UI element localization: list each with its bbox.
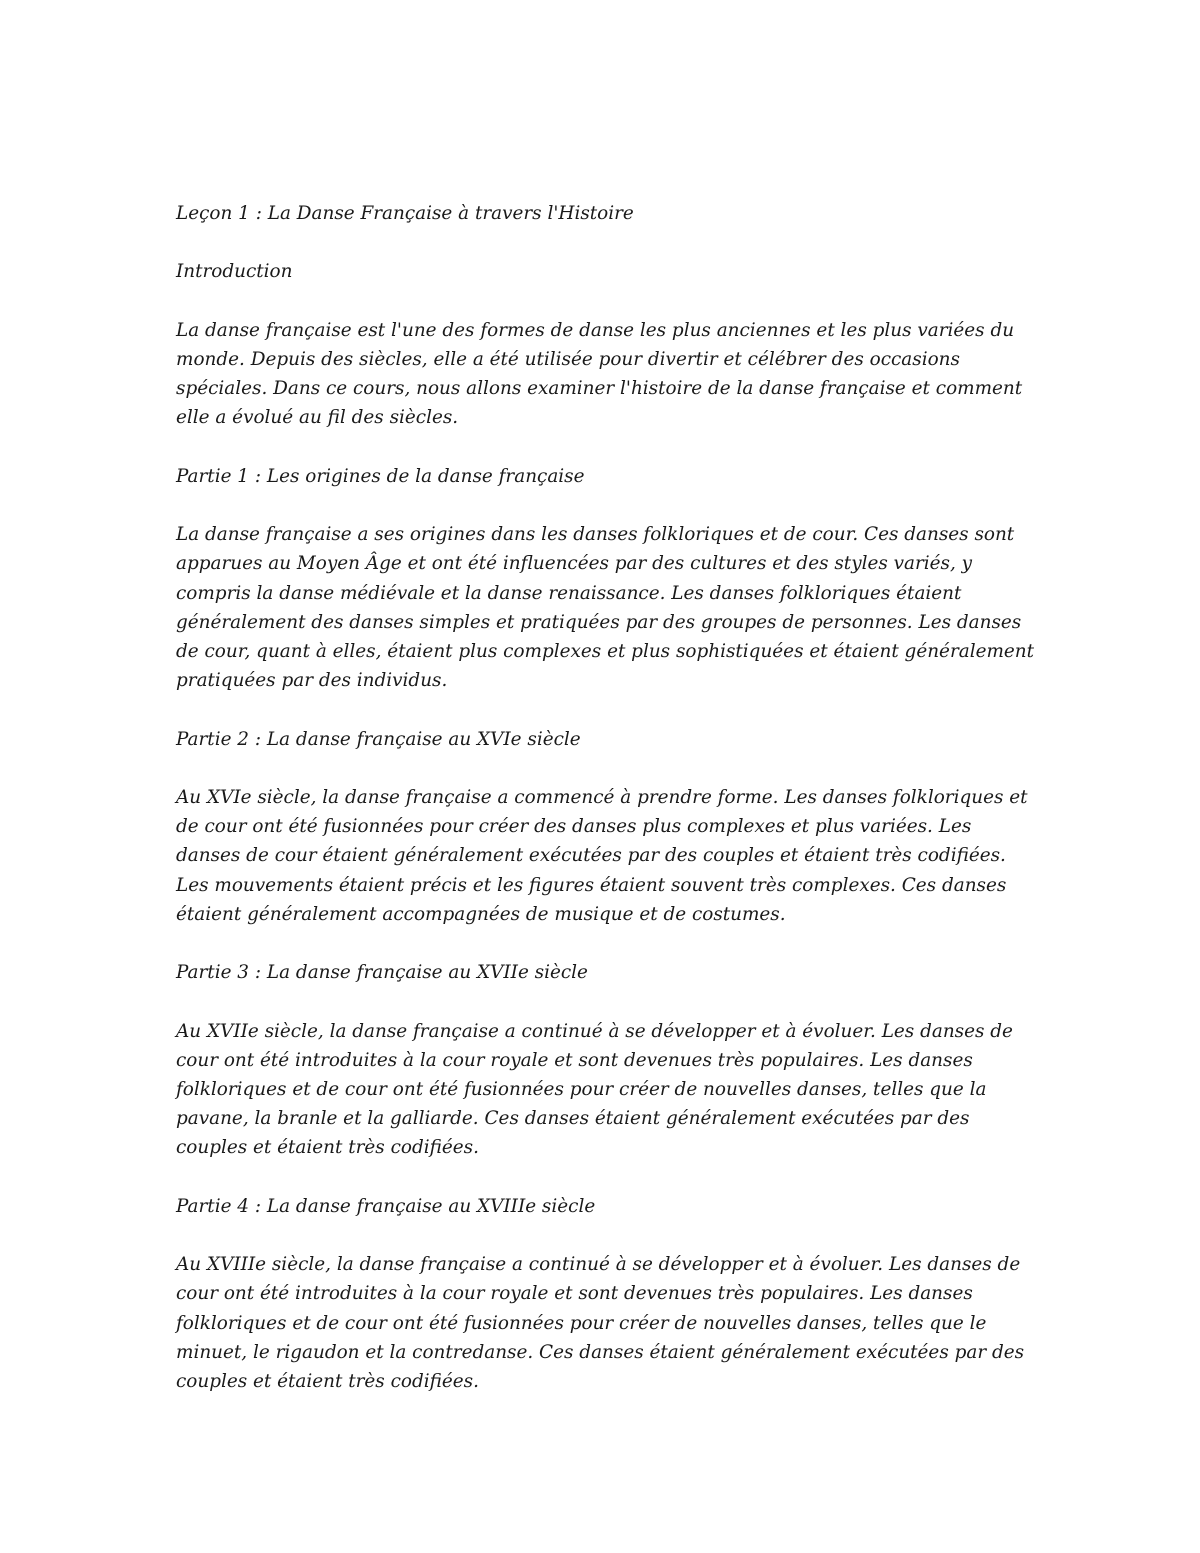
section-heading-partie-3: Partie 3 : La danse française au XVIIe siècle: [176, 962, 588, 984]
section-heading-partie-1: Partie 1 : Les origines de la danse française: [176, 465, 585, 487]
section-heading-partie-4: Partie 4 : La danse française au XVIIIe siècle: [176, 1195, 596, 1217]
section-body-partie-4: Au XVIIIe siècle, la danse française a continué à se développer et à évoluer. Les danses de cour ont été introduites à la cour royale et sont devenues très populaires. Les danses folkloriques et de cour ont été fusionnées pour créer de nouvelles danses, telles que le minuet, le rigaudon et la contredanse. Ces danses étaient généralement exécutées par des couples et étaient très codifiées.: [176, 1254, 1025, 1392]
section-body-partie-1: La danse française a ses origines dans les danses folkloriques et de cour. Ces danses sont apparues au Moyen Âge et ont été influencées par des cultures et des styles variés, y compris la danse médiévale et la danse renaissance. Les danses folkloriques étaient généralement des danses simples et pratiquées par des groupes de personnes. Les danses de cour, quant à elles, étaient plus complexes et plus sophistiquées et étaient généralement pratiquées par des individus.: [176, 524, 1035, 692]
section-body-partie-2: Au XVIe siècle, la danse française a commencé à prendre forme. Les danses folkloriques et de cour ont été fusionnées pour créer des danses plus complexes et plus variées. Les danses de cour étaient généralement exécutées par des couples et étaient très codifiées. Les mouvements étaient précis et les figures étaient souvent très complexes. Ces danses étaient généralement accompagnées de musique et de costumes.: [176, 786, 1028, 925]
section-body-partie-3: Au XVIIe siècle, la danse française a continué à se développer et à évoluer. Les danses de cour ont été introduites à la cour royale et sont devenues très populaires. Les danses folkloriques et de cour ont été fusionnées pour créer de nouvelles danses, telles que la pavane, la branle et la galliarde. Ces danses étaient généralement exécutées par des couples et étaient très codifiées.: [176, 1020, 1013, 1159]
section-heading-partie-2: Partie 2 : La danse française au XVIe siècle: [176, 728, 581, 750]
document-page: [176, 199, 1036, 1425]
section-heading-introduction: Introduction: [176, 261, 293, 283]
document-title: Leçon 1 : La Danse Française à travers l'Histoire: [176, 203, 634, 224]
section-body-introduction: La danse française est l'une des formes de danse les plus anciennes et les plus variées du monde. Depuis des siècles, elle a été utilisée pour divertir et célébrer des occasions spéciales. Dans ce cours, nous allons examiner l'histoire de la danse française et comment elle a évolué au fil des siècles.: [176, 319, 1023, 429]
